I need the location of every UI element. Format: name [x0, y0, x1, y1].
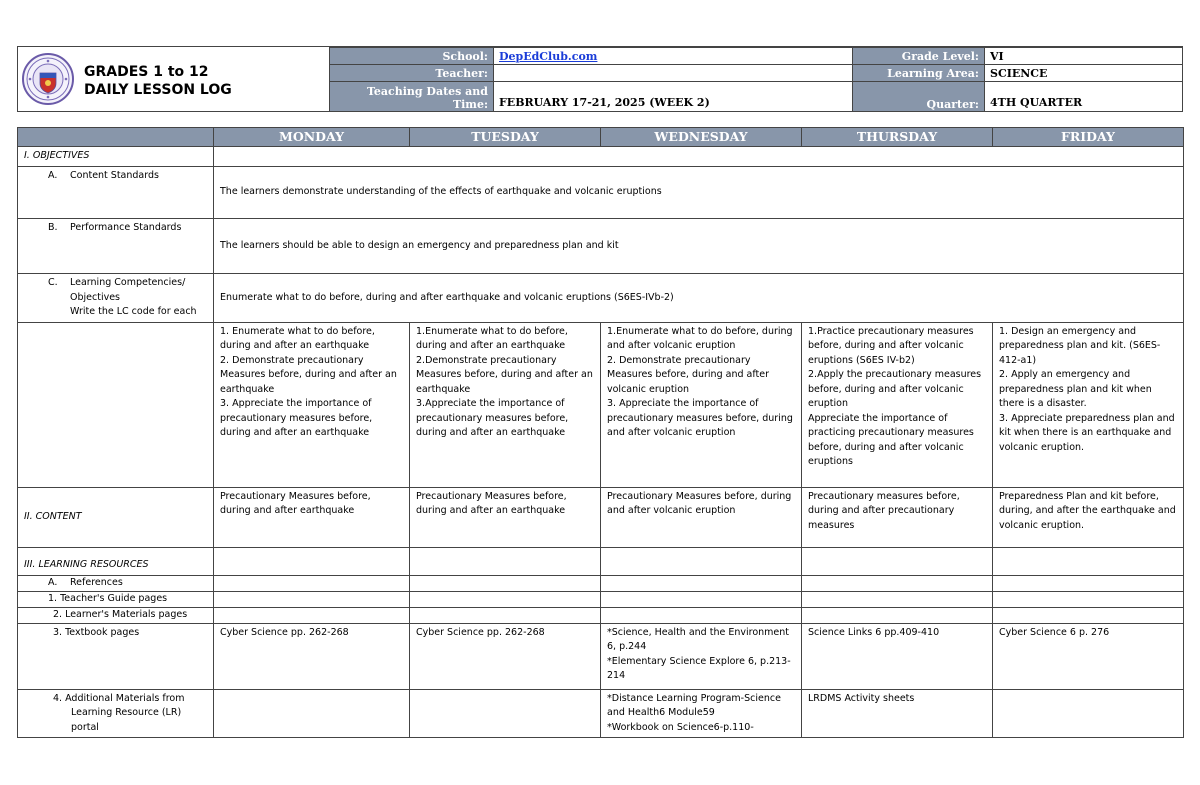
deped-seal-logo: [22, 53, 74, 105]
competencies-label-line3: Write the LC code for each: [70, 306, 197, 317]
objective-item: Appreciate the importance of practicing precautionary measures before, during and after volcanic eruptions: [808, 412, 974, 467]
objectives-heading: I. OBJECTIVES: [18, 147, 214, 167]
day-tuesday: TUESDAY: [410, 128, 601, 147]
content-tuesday: Precautionary Measures before, during and after an earthquake: [410, 487, 601, 547]
competencies-label-line2: Objectives: [70, 291, 120, 303]
additional-item: *Workbook on Science6-p.110-: [607, 721, 754, 733]
lesson-log-table: [17, 127, 1184, 738]
additional-materials-label: [18, 689, 214, 738]
grade-level-label: Grade Level:: [853, 48, 985, 65]
performance-standards-text: Performance Standards: [70, 222, 182, 233]
objectives-heading-blank: [214, 147, 1184, 167]
additional-item: LRDMS Activity sheets: [808, 692, 915, 704]
competencies-letter: C.: [48, 277, 58, 288]
objective-item: 3. Appreciate preparedness plan and kit when there is an earthquake and volcanic eruption.: [999, 412, 1175, 453]
objective-item: 2. Demonstrate precautionary Measures before, during and after volcanic eruption: [607, 354, 769, 395]
additional-label-line1: 4. Additional Materials from: [53, 692, 185, 704]
textbook-item: Cyber Science 6 p. 276: [999, 626, 1110, 638]
school-value: [494, 48, 853, 65]
daily-objectives-friday: [993, 322, 1184, 487]
daily-objectives-thursday: [802, 322, 993, 487]
learners-materials-row: [18, 607, 1184, 623]
teaching-dates-label: [330, 82, 494, 112]
performance-standards-label: [18, 219, 214, 274]
textbook-row: [18, 623, 1184, 689]
references-label: [18, 575, 214, 591]
textbook-label: 3. Textbook pages: [18, 623, 214, 689]
day-wednesday: WEDNESDAY: [601, 128, 802, 147]
additional-wednesday-list: [607, 692, 795, 736]
seal-emblem-icon: [24, 55, 72, 103]
grade-level-value: VI: [985, 48, 1183, 65]
additional-item: *Distance Learning Program-Science and Health6 Module59: [607, 692, 781, 718]
teacher-value: [494, 65, 853, 82]
resources-heading-row: [18, 547, 1184, 575]
objective-item: 1. Design an emergency and preparedness plan and kit. (S6ES-412-a1): [999, 325, 1161, 366]
learning-area-value: SCIENCE: [985, 65, 1183, 82]
additional-label-line2: Learning Resource (LR): [71, 707, 182, 718]
objective-item: 1.Enumerate what to do before, during and after an earthquake: [416, 325, 568, 351]
references-letter: A.: [48, 576, 58, 588]
daily-objectives-row: [18, 322, 1184, 487]
daily-objectives-wednesday: [601, 322, 802, 487]
teachers-guide-label: 1. Teacher's Guide pages: [18, 591, 214, 607]
additional-wednesday: [601, 689, 802, 738]
textbook-thursday: [802, 623, 993, 689]
teachers-guide-row: [18, 591, 1184, 607]
teacher-label: Teacher:: [330, 65, 494, 82]
textbook-item: *Science, Health and the Environment 6, p.244: [607, 626, 789, 652]
additional-tuesday: [410, 689, 601, 738]
textbook-item: *Elementary Science Explore 6, p.213-214: [607, 655, 791, 681]
textbook-tuesday: [410, 623, 601, 689]
objective-item: 2.Apply the precautionary measures before, during and after volcanic eruption: [808, 369, 982, 409]
content-standards-value: The learners demonstrate understanding of the effects of earthquake and volcanic eruptions: [214, 167, 1184, 219]
objective-item: 2. Demonstrate precautionary Measures before, during and after an earthquake: [220, 354, 397, 395]
content-standards-text: Content Standards: [70, 170, 159, 181]
additional-thursday: [802, 689, 993, 738]
competencies-row: [18, 274, 1184, 323]
additional-friday: [993, 689, 1184, 738]
day-monday: MONDAY: [214, 128, 410, 147]
content-thursday: Precautionary measures before, during and after precautionary measures: [802, 487, 993, 547]
objective-item: 3. Appreciate the importance of precautionary measures before, during and after volcanic eruption: [607, 398, 793, 438]
day-header-row: [18, 128, 1184, 147]
teaching-dates-label-line1: Teaching Dates and: [366, 85, 488, 98]
objective-item: 3. Appreciate the importance of precautionary measures before, during and after an earthquake: [220, 398, 373, 438]
content-monday: Precautionary Measures before, during and after earthquake: [214, 487, 410, 547]
content-row: [18, 487, 1184, 547]
resources-heading: III. LEARNING RESOURCES: [18, 547, 214, 575]
competencies-value: Enumerate what to do before, during and after earthquake and volcanic eruptions (S6ES-IVb-2): [214, 274, 1184, 323]
content-standards-label: [18, 167, 214, 219]
teaching-dates-label-line2: Time:: [452, 98, 488, 111]
additional-label-line3: portal: [71, 721, 99, 733]
performance-standards-value: The learners should be able to design an emergency and preparedness plan and kit: [214, 219, 1184, 274]
lesson-log-header: [17, 46, 1183, 112]
day-thursday: THURSDAY: [802, 128, 993, 147]
objective-item: 3.Appreciate the importance of precautionary measures before, during and after an earthquake: [416, 398, 569, 438]
quarter-label: Quarter:: [853, 82, 985, 112]
objectives-heading-row: [18, 147, 1184, 167]
performance-standards-letter: B.: [48, 222, 58, 233]
content-friday: Preparedness Plan and kit before, during, and after the earthquake and volcanic eruption.: [993, 487, 1184, 547]
day-friday: FRIDAY: [993, 128, 1184, 147]
competencies-label-line1: Learning Competencies/: [70, 277, 186, 288]
title-line-1: GRADES 1 to 12: [84, 64, 209, 80]
learners-materials-label: 2. Learner's Materials pages: [18, 607, 214, 623]
teaching-dates-value: FEBRUARY 17-21, 2025 (WEEK 2): [494, 82, 853, 112]
additional-materials-row: [18, 689, 1184, 738]
objective-item: 2.Demonstrate precautionary Measures before, during and after an earthquake: [416, 354, 593, 395]
objective-item: 1.Practice precautionary measures before, during and after volcanic eruptions (S6ES IV-b2): [808, 325, 974, 366]
school-info-table: [329, 47, 1183, 112]
content-standards-row: [18, 167, 1184, 219]
page-title: [84, 63, 232, 99]
performance-standards-row: [18, 219, 1184, 274]
objective-item: 1. Enumerate what to do before, during and after an earthquake: [220, 325, 375, 351]
daily-objectives-tuesday: [410, 322, 601, 487]
content-wednesday: Precautionary Measures before, during and after volcanic eruption: [601, 487, 802, 547]
daily-objectives-monday: [214, 322, 410, 487]
additional-monday: [214, 689, 410, 738]
textbook-monday: [214, 623, 410, 689]
title-line-2: DAILY LESSON LOG: [84, 82, 232, 98]
content-heading: II. CONTENT: [18, 487, 214, 547]
content-standards-letter: A.: [48, 170, 58, 181]
objective-item: 1.Enumerate what to do before, during and after volcanic eruption: [607, 325, 793, 351]
objective-item: 2. Apply an emergency and preparedness plan and kit when there is a disaster.: [999, 369, 1152, 409]
references-row: [18, 575, 1184, 591]
textbook-wednesday: [601, 623, 802, 689]
day-header-blank: [18, 128, 214, 147]
textbook-item: Cyber Science pp. 262-268: [220, 626, 349, 638]
references-text: References: [70, 576, 123, 588]
textbook-friday: [993, 623, 1184, 689]
learning-area-label: Learning Area:: [853, 65, 985, 82]
textbook-item: Science Links 6 pp.409-410: [808, 626, 940, 638]
daily-objectives-blank: [18, 322, 214, 487]
competencies-label: [18, 274, 214, 323]
school-link[interactable]: DepEdClub.com: [499, 49, 598, 63]
textbook-item: Cyber Science pp. 262-268: [416, 626, 545, 638]
quarter-value: 4TH QUARTER: [985, 82, 1183, 112]
school-label: School:: [330, 48, 494, 65]
